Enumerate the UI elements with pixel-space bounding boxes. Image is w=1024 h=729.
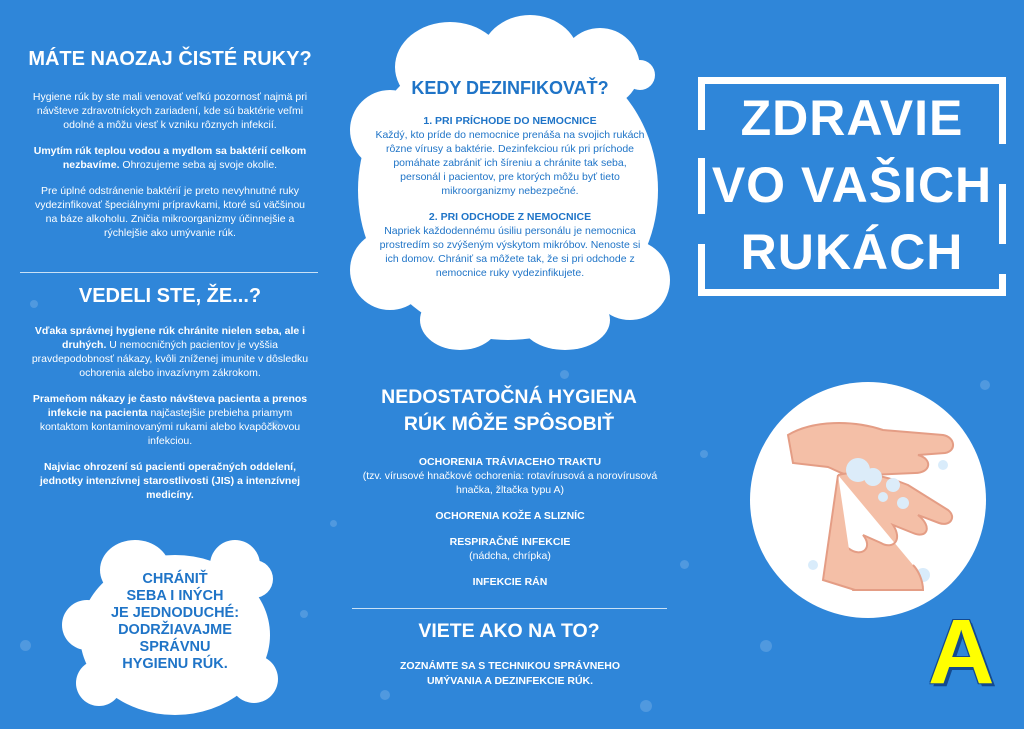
arrival-text: Každý, kto príde do nemocnice prenáša na svojich rukách rôzne vírusy a baktérie. Dezinfekciou rúk pri príchode pomáhate zabrániť ich šíreniu a chránite tak seba, personál i pacientov, pre ktorých môžu byť tieto mikroorganizmy nebezpečné.: [375, 129, 645, 197]
title-line-3: RUKÁCH: [740, 224, 964, 280]
heading-when-disinfect: KEDY DEZINFIKOVAŤ?: [411, 78, 609, 98]
did-you-know-text: [30, 324, 310, 514]
subheading-arrival: 1. PRI PRÍCHODE DO NEMOCNICE: [423, 115, 597, 127]
item-respiratory: RESPIRAČNÉ INFEKCIE: [449, 536, 571, 548]
title-line-2: VO VAŠICH: [711, 157, 993, 213]
when-disinfect-text: [372, 114, 648, 280]
washing-hands-icon: [743, 375, 993, 625]
cloud-message: CHRÁNIŤ SEBA I INÝCH JE JEDNODUCHÉ: DODRŽIAVAJME SPRÁVNU HYGIENU RÚK.: [110, 571, 240, 672]
item-respiratory-detail: (nádcha, chrípka): [469, 550, 551, 562]
paragraph-washing: Umytím rúk teplou vodou a mydlom sa baktérií celkom nezbavíme. Ohrozujeme seba aj svoje okolie.: [33, 145, 307, 171]
heading-how-to: VIETE AKO NA TO?: [418, 620, 600, 642]
paragraph-risk: Najviac ohrození sú pacienti operačných oddelení, jednotky intenzívnej starostlivosti (JIS) a intenzívnej medicíny.: [39, 461, 301, 501]
intro-text: [30, 90, 310, 252]
item-wounds: INFEKCIE RÁN: [472, 576, 548, 588]
item-digestive: OCHORENIA TRÁVIACEHO TRAKTU: [418, 456, 602, 468]
paragraph-protect: Vďaka správnej hygiene rúk chránite nielen seba, ale i druhých. U nemocničných pacientov je vyššia pravdepodobnosť nákazy, kvôli zníženej imunite v dôsledku ochorenia alebo invazívnym zákrokom.: [31, 325, 309, 379]
heading-clean-hands: MÁTE NAOZAJ ČISTÉ RUKY?: [28, 48, 312, 70]
heading-did-you-know: VEDELI STE, ŽE...?: [78, 285, 262, 307]
divider: [20, 272, 318, 273]
brand-letter: A: [928, 601, 995, 703]
consequences-list: [360, 455, 660, 589]
divider: [352, 608, 667, 609]
item-digestive-detail: (tzv. vírusové hnačkové ochorenia: rotavírusová a norovírusová hnačka, žltačka typu A): [362, 470, 658, 496]
technique-text: ZOZNÁMTE SA S TECHNIKOU SPRÁVNEHO UMÝVANIA A DEZINFEKCIE RÚK.: [399, 660, 621, 687]
subheading-departure: 2. PRI ODCHODE Z NEMOCNICE: [428, 211, 592, 223]
paragraph-source: Prameňom nákazy je často návšteva pacienta a prenos infekcie na pacienta najčastejšie prebieha priamym kontaktom kontaminovanými rukami alebo kvapôčkovou infekciou.: [32, 393, 308, 447]
heading-consequences: NEDOSTATOČNÁ HYGIENA RÚK MÔŽE SPÔSOBIŤ: [381, 386, 637, 435]
title-frame: [698, 77, 1006, 296]
item-skin: OCHORENIA KOŽE A SLIZNÍC: [435, 510, 585, 522]
paragraph-disinfection: Pre úplné odstránenie baktérií je preto nevyhnutné ruky vydezinfikovať špeciálnymi prípravkami, ktoré sú väčšinou na báze alkoholu. Zničia mikroorganizmy účinnejšie a rýchlejšie ako umývanie rúk.: [34, 185, 306, 239]
title-line-1: ZDRAVIE: [740, 90, 964, 146]
departure-text: Napriek každodennému úsiliu personálu je nemocnica prostredím so zvýšeným výskytom mikróbov. Nenoste si ich domov. Chrániť sa môžete tak, že si pri odchode z nemocnice ruky vydezinfikujete.: [379, 225, 641, 279]
paragraph-hygiene: Hygiene rúk by ste mali venovať veľkú pozornosť najmä pri návšteve zdravotníckych zariadení, kde sú baktérie veľmi odolné a môžu viesť k vzniku rôznych infekcií.: [32, 91, 308, 131]
